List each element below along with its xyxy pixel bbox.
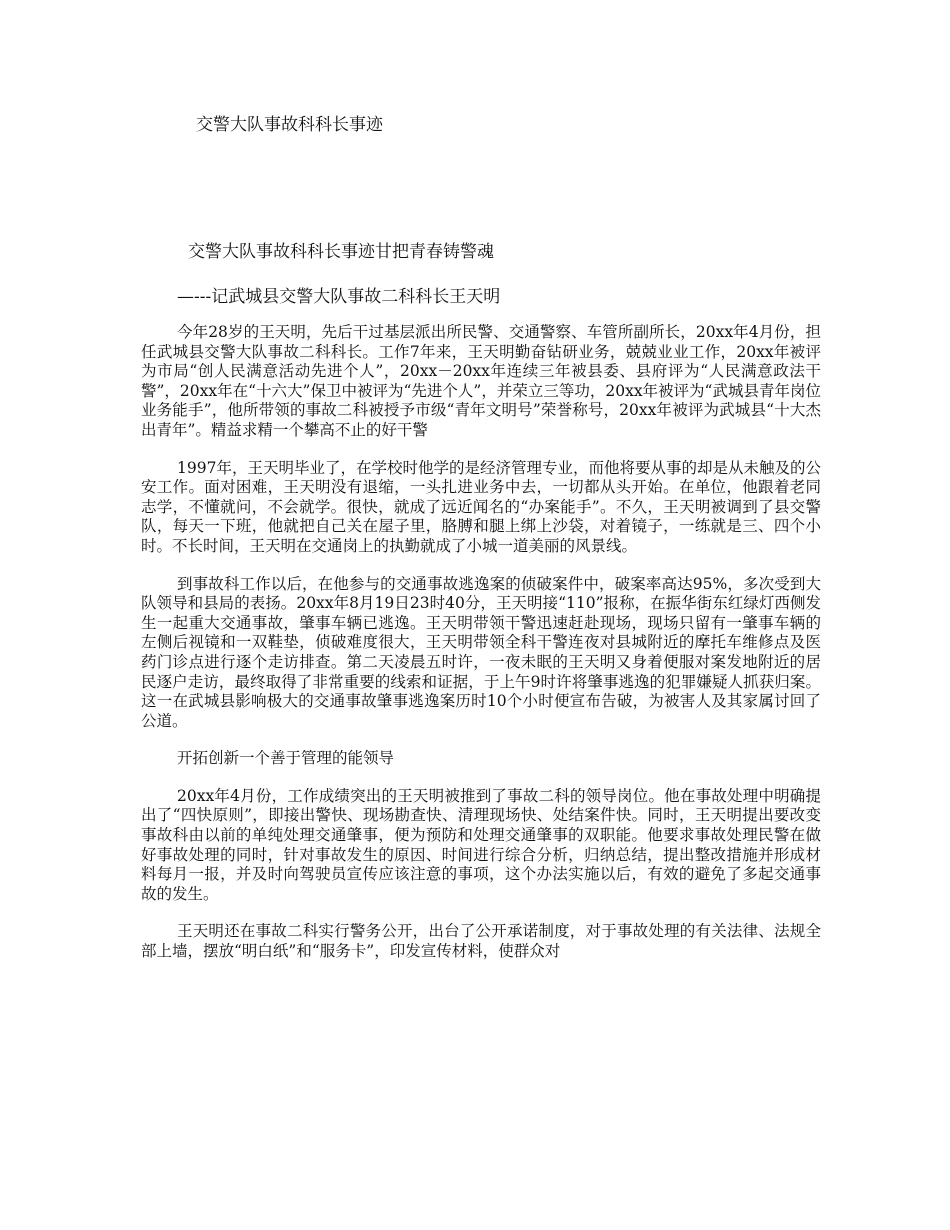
paragraph-1: 今年28岁的王天明，先后干过基层派出所民警、交通警察、车管所副所长，20xx年4月份，担任武城县交警大队事故二科科长。工作7年来，王天明勤奋钻研业务，兢兢业业工作，20xx年被评为市局“创人民满意活动先进个人”，20xx－20xx年连续三年被县委、县府评为“人民满意政法干警”，20xx年在“十六大”保卫中被评为“先进个人”，并荣立三等功，20xx年被评为“武城县青年岗位业务能手”，他所带领的事故二科被授予市级“青年文明号”荣誉称号，20xx年被评为武城县“十大杰出青年”。精益求精一个攀高不止的好干警 <box>141 323 821 439</box>
article-byline: —---记武城县交警大队事故二科科长王天明 <box>177 287 501 307</box>
document-title: 交警大队事故科科长事迹 <box>196 115 383 135</box>
paragraph-3: 到事故科工作以后，在他参与的交通事故逃逸案的侦破案件中，破案率高达95%，多次受到大队领导和县局的表扬。20xx年8月19日23时40分，王天明接“110”报称，在振华街东红绿灯西侧发生一起重大交通事故，肇事车辆已逃逸。王天明带领干警迅速赶赴现场，现场只留有一肇事车辆的左侧后视镜和一双鞋垫，侦破难度很大，王天明带领全科干警连夜对县城附近的摩托车维修点及医药门诊点进行逐个走访排查。第二天凌晨五时许，一夜未眠的王天明又身着便服对案发地附近的居民逐户走访，最终取得了非常重要的线索和证据，于上午9时许将肇事逃逸的犯罪嫌疑人抓获归案。这一在武城县影响极大的交通事故肇事逃逸案历时10个小时便宣布告破，为被害人及其家属讨回了公道。 <box>141 574 821 730</box>
paragraph-5: 王天明还在事故二科实行警务公开，出台了公开承诺制度，对于事故处理的有关法律、法规全部上墙，摆放“明白纸”和“服务卡”，印发宣传材料，使群众对 <box>141 922 821 961</box>
section-heading: 开拓创新一个善于管理的能领导 <box>177 749 395 768</box>
article-body <box>141 323 821 980</box>
article-subtitle: 交警大队事故科科长事迹甘把青春铸警魂 <box>188 242 494 262</box>
paragraph-4: 20xx年4月份，工作成绩突出的王天明被推到了事故二科的领导岗位。他在事故处理中明确提出了“四快原则”，即接出警快、现场勘查快、清理现场快、处结案件快。同时，王天明提出要改变事故科由以前的单纯处理交通肇事，便为预防和处理交通肇事的双职能。他要求事故处理民警在做好事故处理的同时，针对事故发生的原因、时间进行综合分析，归纳总结，提出整改措施并形成材料每月一报，并及时向驾驶员宣传应该注意的事项，这个办法实施以后，有效的避免了多起交通事故的发生。 <box>141 786 821 903</box>
paragraph-2: 1997年，王天明毕业了，在学校时他学的是经济管理专业，而他将要从事的却是从未触及的公安工作。面对困难，王天明没有退缩，一头扎进业务中去，一切都从头开始。在单位，他跟着老同志学，不懂就问，不会就学。很快，就成了远近闻名的“办案能手”。不久，王天明被调到了县交警队，每天一下班，他就把自己关在屋子里，胳膊和腿上绑上沙袋，对着镜子，一练就是三、四个小时。不长时间，王天明在交通岗上的执勤就成了小城一道美丽的风景线。 <box>141 458 821 555</box>
